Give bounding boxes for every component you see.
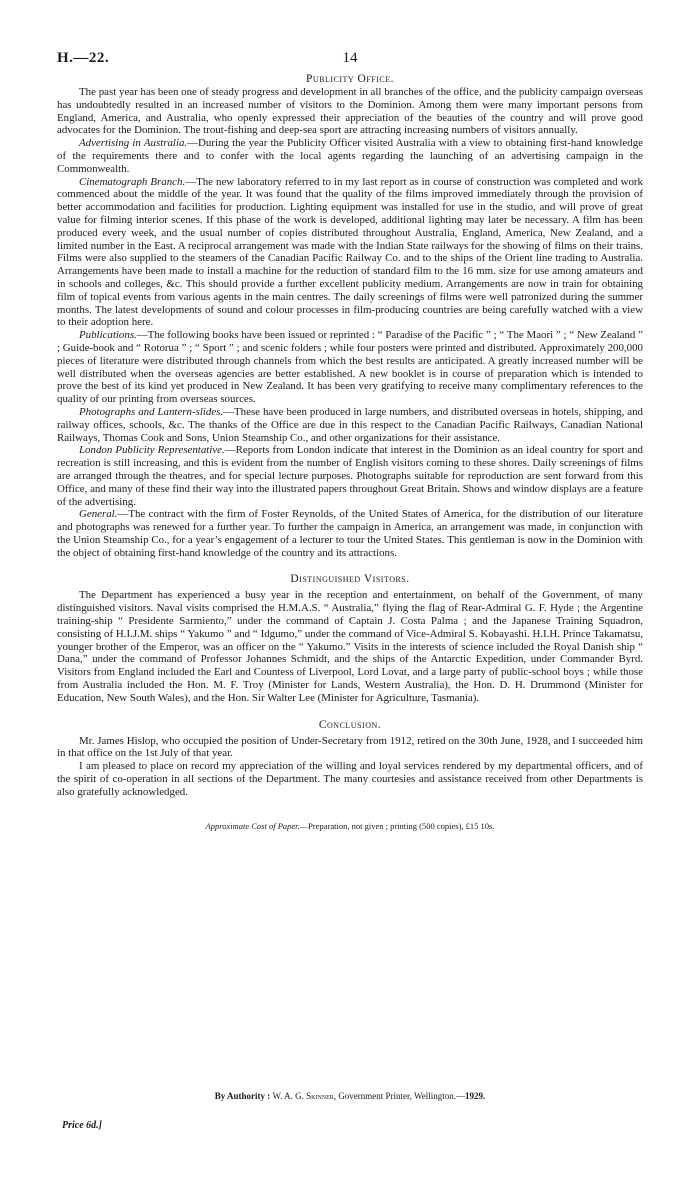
paragraph-london: London Publicity Representative.—Reports from London indicate that interest in the Dominion as an ideal country for sport and recreation is still increasing, and this is evident from the number of English visitors coming to these shores. Daily screenings of films are arranged through the theatres, and for special lecture purposes. Photographs suitable for reproduction are sent forward from this Office, and many of these find their way into the illustrated papers throughout Great Britain. Shows and window displays are a feature of the advertising.	[57, 444, 643, 508]
section-heading-visitors: Distinguished Visitors.	[290, 573, 410, 586]
paragraph-conclusion-1: Mr. James Hislop, who occupied the position of Under-Secretary from 1912, retired on the 30th June, 1928, and I succeeded him in that office on the 1st July of that year.	[57, 734, 643, 760]
page-header	[57, 50, 643, 70]
subheading-cinematograph: Cinematograph Branch.	[79, 175, 186, 188]
document-code: H.—22.	[57, 50, 110, 66]
subheading-london: London Publicity Representative.	[79, 444, 225, 457]
paragraph-visitors: The Department has experienced a busy year in the reception and entertainment, on behalf of the Government, of many distinguished visitors. Naval visits comprised the H.M.A.S. “ Australia,” flying the flag of Rear-Admiral G. F. Hyde ; the Argentine training-ship “ Presidente Sarmiento,” under the command of Captain J. Costa Palma ; and the Japanese Training Squadron, consisting of H.I.J.M. ships “ Yakumo ” and “ Idgumo,” under the command of Vice-Admiral S. Kobayashi. H.I.H. Prince Takamatsu, younger brother of the Emperor, was an officer on the “ Yakumo.” Visits in the interests of science included the Royal Danish ship “ Dana,” under the command of Professor Johannes Schmidt, and the ships of the Antarctic Expedition, under Commander Byrd. Visitors from England included the Earl and Countess of Liverpool, Lord Lovat, and a large party of public-school boys ; while those from Australia included the Hon. M. F. Troy (Minister for Lands, Western Australia), the Hon. D. H. Drummond (Minister for Education, New South Wales), and the Hon. Sir Walter Lee (Minister for Agriculture, Tasmania).	[57, 589, 643, 704]
subheading-general: General.	[79, 508, 118, 521]
subheading-advertising: Advertising in Australia.	[79, 137, 188, 150]
paragraph-advertising: Advertising in Australia.—During the year the Publicity Officer visited Australia with a view to obtaining first-hand knowledge of the requirements there and to confer with the local agents regarding the launching of an advertising campaign in the Commonwealth.	[57, 137, 643, 175]
subheading-publications: Publications.	[79, 329, 137, 342]
cost-of-paper-note: Approximate Cost of Paper.—Preparation, not given ; printing (500 copies), £15 10s.	[205, 820, 495, 831]
printer-authority: By Authority : W. A. G. Skinner, Government Printer, Wellington.—1929.	[214, 1091, 486, 1101]
paragraph-conclusion-2: I am pleased to place on record my appreciation of the willing and loyal services rendered by my departmental officers, and of the spirit of co-operation in all sections of the Department. The many courtesies and assistance received from other Departments is also gratefully acknowledged.	[57, 760, 643, 798]
page-body	[57, 72, 643, 832]
page-number: 14	[342, 50, 358, 66]
subheading-photographs: Photographs and Lantern-slides.	[79, 405, 224, 418]
price-label: Price 6d.]	[62, 1120, 102, 1131]
paragraph-publications: Publications.—The following books have been issued or reprinted : “ Paradise of the Pacific ” ; “ The Maori ” ; “ New Zealand ” ; Guide-book and “ Rotorua ” ; “ Sport ” ; and scenic folders ; while four posters were printed and distributed. Approximately 200,000 pieces of literature were distributed through channels from which the best results are anticipated. A greatly increased number will be well distributed when the overseas agencies are better established. A new booklet is in course of preparation which is intended to prove the best of its kind yet produced in New Zealand. It has been very gratifying to receive many complimentary references to the quality of our printing from overseas sources.	[57, 329, 643, 406]
section-heading-conclusion: Conclusion.	[318, 718, 382, 731]
paragraph-cinematograph: Cinematograph Branch.—The new laboratory referred to in my last report as in course of construction was completed and work commenced about the middle of the year. It was found that the quality of the films improved immediately through the provision of better accommodation and facilities for production. Lighting equipment was installed for use in the studio, and will prove of great value for filming interior scenes. If this phase of the work is developed, additional lighting may later be necessary. A film has been produced every week, and the usual number of copies distributed throughout Australia, England, America, New Zealand, and a limited number in the East. A reciprocal arrangement was made with the Indian State railways for the showing of films on their trains. Films were also supplied to the steamers of the Canadian Pacific Railway Co. and to the ships of the Orient line trading to Australia. Arrangements have been made to install a machine for the reduction of standard film to the 16 mm. size for use among amateurs and in schools and colleges, &c. This should provide a further excellent publicity medium. Arrangements are now in train for obtaining film of topical events from various agents in the main centres. The daily screenings of films were well patronized during the summer months. The latest developments of sound and colour processes in film-producing countries are being carefully watched with a view to their adoption here.	[57, 175, 643, 329]
paragraph-photographs: Photographs and Lantern-slides.—These have been produced in large numbers, and distributed overseas in hotels, shipping, and railway offices, schools, &c. The thanks of the Office are due in this respect to the Canadian Pacific Railways, Canadian National Railways, Thomas Cook and Sons, Union Steamship Co., and other organizations for their assistance.	[57, 405, 644, 444]
paragraph-publicity-intro: The past year has been one of steady progress and development in all branches of the office, and the publicity campaign overseas has undoubtedly resulted in an increased number of visitors to the Dominion. Among them were many important persons from England, America, and Australia, who openly expressed their appreciation of the beauties of the country and will prove good advocates for the Dominion. The trout-fishing and deep-sea sport are attracting increasing numbers of visitors annually.	[57, 86, 643, 137]
paragraph-general: General.—The contract with the firm of Foster Reynolds, of the United States of America, for the distribution of our literature and photographs was renewed for a further year. To further the campaign in America, an arrangement was made, in conjunction with the Union Steamship Co., for a year’s engagement of a lecturer to tour the United States. This gentleman is now in the Dominion with the object of obtaining first-hand knowledge of the country and its attractions.	[57, 508, 643, 559]
section-heading-publicity: Publicity Office.	[305, 73, 395, 85]
